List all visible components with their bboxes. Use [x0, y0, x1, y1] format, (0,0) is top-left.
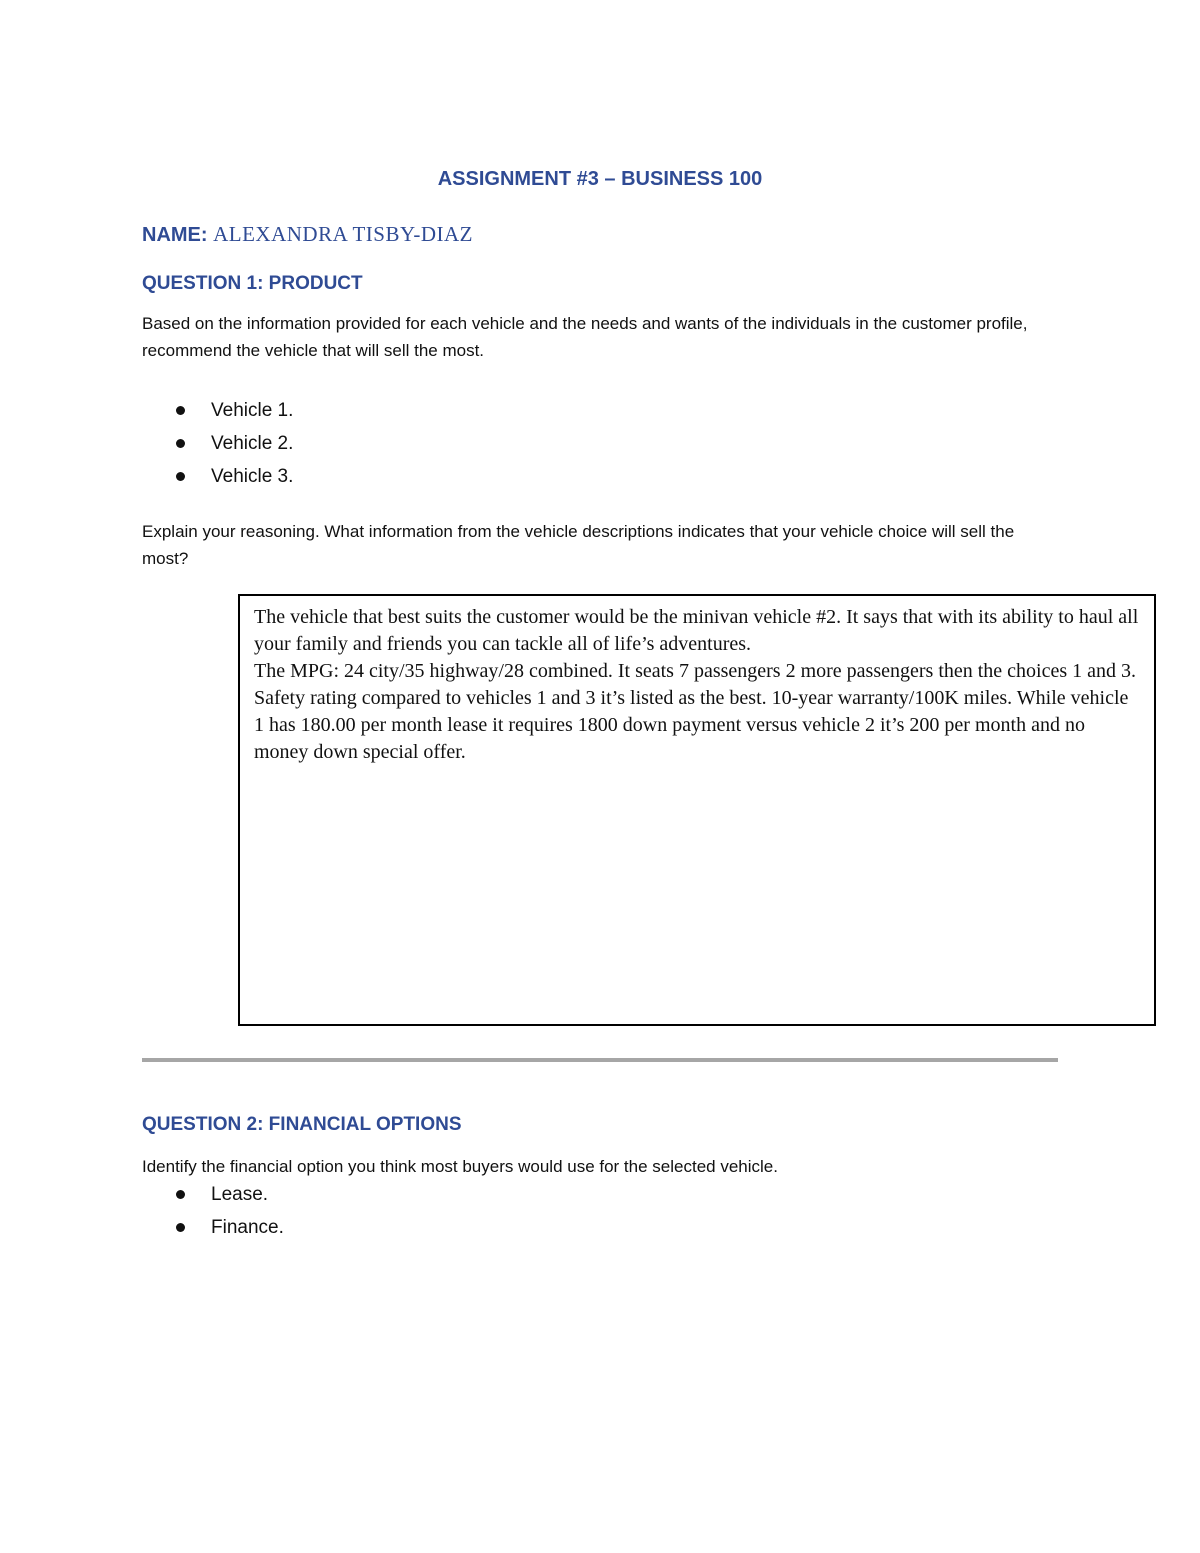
name-value: ALEXANDRA TISBY-DIAZ: [213, 222, 473, 246]
option-vehicle-3: [176, 460, 293, 493]
bullet-icon: [176, 439, 185, 448]
option-label: Lease.: [211, 1183, 269, 1205]
question-1-options: [176, 394, 293, 493]
bullet-icon: [176, 1190, 185, 1199]
question-1-explain-prompt: Explain your reasoning. What information from the vehicle descriptions indicates that your vehicle choice will sell the most?: [142, 522, 1015, 568]
option-lease: [176, 1178, 284, 1211]
option-label: Vehicle 2.: [211, 432, 294, 454]
question-2-options: [176, 1178, 284, 1244]
answer-paragraph: The vehicle that best suits the customer would be the minivan vehicle #2. It says that with its ability to haul all your family and friends you can tackle all of life’s adventures.: [254, 606, 1139, 655]
bullet-icon: [176, 406, 185, 415]
option-vehicle-1: [176, 394, 293, 427]
bullet-icon: [176, 1223, 185, 1232]
question-2-heading: QUESTION 2: FINANCIAL OPTIONS: [142, 1114, 462, 1135]
name-label: NAME:: [142, 224, 208, 246]
document-title: ASSIGNMENT #3 – BUSINESS 100: [437, 168, 763, 190]
answer-paragraph: The MPG: 24 city/35 highway/28 combined. It seats 7 passengers 2 more passengers then the choices 1 and 3. Safety rating compared to vehicles 1 and 3 it’s listed as the best. 10-year warranty/100K miles. While vehicle 1 has 180.00 per month lease it requires 1800 down payment versus vehicle 2 it’s 200 per month and no money down special offer.: [254, 660, 1137, 763]
answer-box[interactable]: [238, 594, 1156, 1026]
bullet-icon: [176, 472, 185, 481]
option-label: Vehicle 1.: [211, 399, 294, 421]
option-finance: [176, 1211, 284, 1244]
student-name-line: [142, 222, 473, 247]
question-1-heading: QUESTION 1: PRODUCT: [142, 273, 363, 294]
question-1-prompt: Based on the information provided for each vehicle and the needs and wants of the individuals in the customer profile, recommend the vehicle that will sell the most.: [142, 314, 1028, 360]
option-label: Finance.: [211, 1216, 284, 1238]
section-divider: [142, 1058, 1058, 1062]
question-2-prompt: Identify the financial option you think most buyers would use for the selected vehicle.: [142, 1157, 778, 1176]
option-label: Vehicle 3.: [211, 465, 294, 487]
option-vehicle-2: [176, 427, 293, 460]
